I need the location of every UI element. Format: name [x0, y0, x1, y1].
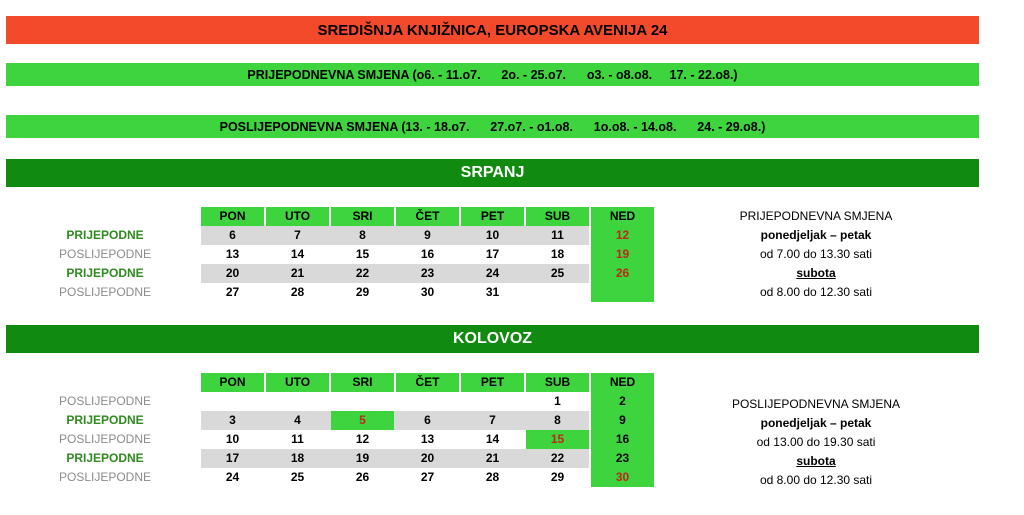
- calendar-day-cell: 21: [485, 451, 500, 465]
- calendar-day-cell: 26: [615, 266, 630, 280]
- calendar-day-cell: 18: [290, 451, 305, 465]
- shift-row-label: POSLIJEPODNE: [58, 247, 152, 261]
- calendar-day-cell: 15: [355, 247, 370, 261]
- calendar-day-cell: 14: [290, 247, 305, 261]
- calendar-day-cell: [461, 392, 524, 411]
- legend-saturday-label: subota: [796, 266, 836, 280]
- day-header: PET: [461, 373, 524, 392]
- day-header: PET: [461, 207, 524, 226]
- shift-row-label: PRIJEPODNE: [66, 413, 144, 427]
- legend-weekdays-label: ponedjeljak – petak: [760, 228, 872, 242]
- month-title-july: SRPANJ: [6, 159, 979, 187]
- calendar-day-cell: 9: [424, 228, 431, 242]
- calendar-day-cell: [201, 392, 264, 411]
- calendar-day-cell: 27: [225, 285, 240, 299]
- calendar-day-cell: 10: [225, 432, 240, 446]
- shift-row-label: POSLIJEPODNE: [58, 285, 152, 299]
- calendar-day-cell: 16: [615, 432, 630, 446]
- calendar-day-cell: 10: [485, 228, 500, 242]
- calendar-day-cell: 27: [420, 470, 435, 484]
- month-title-august: KOLOVOZ: [6, 325, 979, 353]
- calendar-day-cell: 24: [485, 266, 500, 280]
- page-title: SREDIŠNJA KNJIŽNICA, EUROPSKA AVENIJA 24: [6, 16, 979, 44]
- calendar-day-cell: 25: [290, 470, 305, 484]
- shift-row-label: POSLIJEPODNE: [58, 470, 152, 484]
- calendar-day-cell: 15: [526, 430, 589, 449]
- shift-legend-august: [700, 395, 932, 490]
- calendar-day-cell: 28: [290, 285, 305, 299]
- shift-row-label: PRIJEPODNE: [66, 266, 144, 280]
- calendar-day-cell: 12: [615, 228, 630, 242]
- legend-saturday-hours: od 8.00 do 12.30 sati: [759, 473, 873, 487]
- legend-saturday-hours: od 8.00 do 12.30 sati: [759, 285, 873, 299]
- day-header: SRI: [331, 373, 394, 392]
- legend-heading: POSLIJEPODNEVNA SMJENA: [731, 397, 901, 411]
- afternoon-shift-banner: POSLIJEPODNEVNA SMJENA (13. - 18.o7. 27.o7. - o1.o8. 1o.o8. - 14.o8. 24. - 29.o8.): [6, 115, 979, 138]
- calendar-day-cell: 19: [355, 451, 370, 465]
- calendar-day-cell: 16: [420, 247, 435, 261]
- calendar-day-cell: 13: [420, 432, 435, 446]
- day-header: ČET: [396, 373, 459, 392]
- calendar-day-cell: 21: [290, 266, 305, 280]
- calendar-day-cell: 8: [554, 413, 561, 427]
- day-header: UTO: [266, 373, 329, 392]
- day-header: NED: [591, 207, 654, 226]
- shift-row-label: POSLIJEPODNE: [58, 394, 152, 408]
- day-header: PON: [201, 373, 264, 392]
- calendar-day-cell: 2: [619, 394, 626, 408]
- legend-weekdays-hours: od 13.00 do 19.30 sati: [756, 435, 876, 449]
- calendar-day-cell: 31: [485, 285, 500, 299]
- day-header: NED: [591, 373, 654, 392]
- calendar-day-cell: [396, 392, 459, 411]
- shift-row-label: PRIJEPODNE: [66, 451, 144, 465]
- day-header: SUB: [526, 207, 589, 226]
- day-header: SRI: [331, 207, 394, 226]
- calendar-day-cell: 26: [355, 470, 370, 484]
- calendar-day-cell: [266, 392, 329, 411]
- calendar-day-cell: 19: [615, 247, 630, 261]
- calendar-day-cell: 5: [331, 411, 394, 430]
- calendar-day-cell: 14: [485, 432, 500, 446]
- calendar-day-cell: 29: [550, 470, 565, 484]
- legend-saturday-label: subota: [796, 454, 836, 468]
- calendar-day-cell: 17: [485, 247, 500, 261]
- calendar-day-cell: 22: [550, 451, 565, 465]
- calendar-day-cell: 6: [229, 228, 236, 242]
- calendar-day-cell: 13: [225, 247, 240, 261]
- calendar-day-cell: 17: [225, 451, 240, 465]
- legend-heading: PRIJEPODNEVNA SMJENA: [739, 209, 893, 223]
- calendar-day-cell: 18: [550, 247, 565, 261]
- calendar-day-cell: 11: [551, 228, 564, 242]
- calendar-day-cell: 11: [291, 432, 304, 446]
- calendar-day-cell: 20: [225, 266, 240, 280]
- calendar-day-cell: 28: [485, 470, 500, 484]
- calendar-day-cell: 4: [294, 413, 301, 427]
- legend-weekdays-hours: od 7.00 do 13.30 sati: [759, 247, 873, 261]
- calendar-day-cell: [331, 392, 394, 411]
- calendar-day-cell: 23: [615, 451, 630, 465]
- calendar-day-cell: 25: [550, 266, 565, 280]
- calendar-day-cell: 29: [355, 285, 370, 299]
- calendar-day-cell: 30: [615, 470, 630, 484]
- calendar-day-cell: 23: [420, 266, 435, 280]
- calendar-day-cell: 7: [294, 228, 301, 242]
- shift-row-label: POSLIJEPODNE: [58, 432, 152, 446]
- day-header: PON: [201, 207, 264, 226]
- day-header: ČET: [396, 207, 459, 226]
- calendar-day-cell: 6: [424, 413, 431, 427]
- calendar-day-cell: 12: [355, 432, 370, 446]
- legend-weekdays-label: ponedjeljak – petak: [760, 416, 872, 430]
- day-header: SUB: [526, 373, 589, 392]
- calendar-day-cell: [591, 283, 654, 302]
- calendar-day-cell: 1: [554, 394, 561, 408]
- calendar-day-cell: 22: [355, 266, 370, 280]
- day-header: UTO: [266, 207, 329, 226]
- shift-legend-july: [700, 207, 932, 302]
- calendar-day-cell: 20: [420, 451, 435, 465]
- morning-shift-banner: PRIJEPODNEVNA SMJENA (o6. - 11.o7. 2o. - 25.o7. o3. - o8.o8. 17. - 22.o8.): [6, 63, 979, 86]
- calendar-day-cell: 7: [489, 413, 496, 427]
- calendar-day-cell: 30: [420, 285, 435, 299]
- calendar-day-cell: 24: [225, 470, 240, 484]
- calendar-day-cell: 9: [619, 413, 626, 427]
- calendar-day-cell: [526, 283, 589, 302]
- calendar-day-cell: 8: [359, 228, 366, 242]
- shift-row-label: PRIJEPODNE: [66, 228, 144, 242]
- calendar-day-cell: 3: [229, 413, 236, 427]
